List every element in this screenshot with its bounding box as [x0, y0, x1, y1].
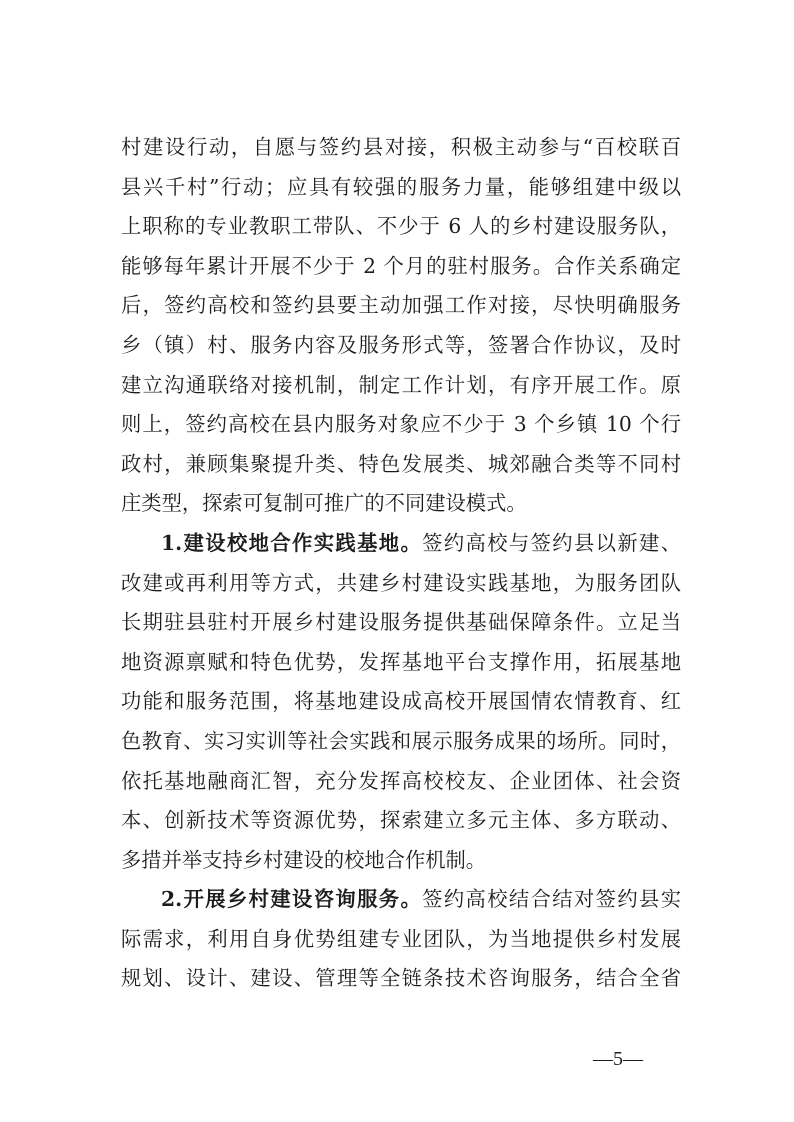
paragraph-line: 规划、设计、建设、管理等全链条技术咨询服务，结合全省 [121, 966, 681, 991]
paragraph-line: 多措并举支持乡村建设的校地合作机制。 [121, 847, 487, 872]
paragraph-line: 政村，兼顾集聚提升类、特色发展类、城郊融合类等不同村 [121, 451, 681, 476]
paragraph-line: 际需求，利用自身优势组建专业团队，为当地提供乡村发展 [121, 926, 681, 951]
paragraph-line: 能够每年累计开展不少于 2 个月的驻村服务。合作关系确定 [121, 253, 681, 278]
section-2-heading: 2.开展乡村建设咨询服务。 [161, 887, 423, 912]
paragraph-line: 后，签约高校和签约县要主动加强工作对接，尽快明确服务 [121, 293, 681, 318]
paragraph-line: 色教育、实习实训等社会实践和展示服务成果的场所。同时， [121, 728, 681, 753]
paragraph-line: 上职称的专业教职工带队、不少于 6 人的乡村建设服务队， [121, 214, 681, 239]
page-number: —5— [593, 1048, 643, 1070]
paragraph-line: 庄类型，探索可复制可推广的不同建设模式。 [121, 491, 527, 516]
paragraph-line: 长期驻县驻村开展乡村建设服务提供基础保障条件。立足当 [121, 610, 681, 635]
section-1-heading: 1.建设校地合作实践基地。 [161, 530, 423, 555]
paragraph-line: 功能和服务范围，将基地建设成高校开展国情农情教育、红 [121, 689, 681, 714]
paragraph-line: 则上，签约高校在县内服务对象应不少于 3 个乡镇 10 个行 [121, 412, 681, 437]
paragraph-line: 地资源禀赋和特色优势，发挥基地平台支撑作用，拓展基地 [121, 649, 681, 674]
body-text [121, 128, 681, 999]
section-1-first-line [121, 524, 681, 564]
section-2-first-line-text: 签约高校结合结对签约县实 [422, 887, 681, 912]
paragraph-line: 乡（镇）村、服务内容及服务形式等，签署合作协议，及时 [121, 332, 681, 357]
section-2-first-line [121, 880, 681, 920]
paragraph-line: 改建或再利用等方式，共建乡村建设实践基地，为服务团队 [121, 570, 681, 595]
paragraph-line: 县兴千村”行动；应具有较强的服务力量，能够组建中级以 [121, 174, 681, 199]
paragraph-line: 本、创新技术等资源优势，探索建立多元主体、多方联动、 [121, 808, 681, 833]
section-1-first-line-text: 签约高校与签约县以新建、 [422, 530, 681, 555]
paragraph-line: 依托基地融商汇智，充分发挥高校校友、企业团体、社会资 [121, 768, 681, 793]
paragraph-line: 村建设行动，自愿与签约县对接，积极主动参与“百校联百 [121, 135, 681, 159]
paragraph-line: 建立沟通联络对接机制，制定工作计划，有序开展工作。原 [121, 372, 681, 397]
